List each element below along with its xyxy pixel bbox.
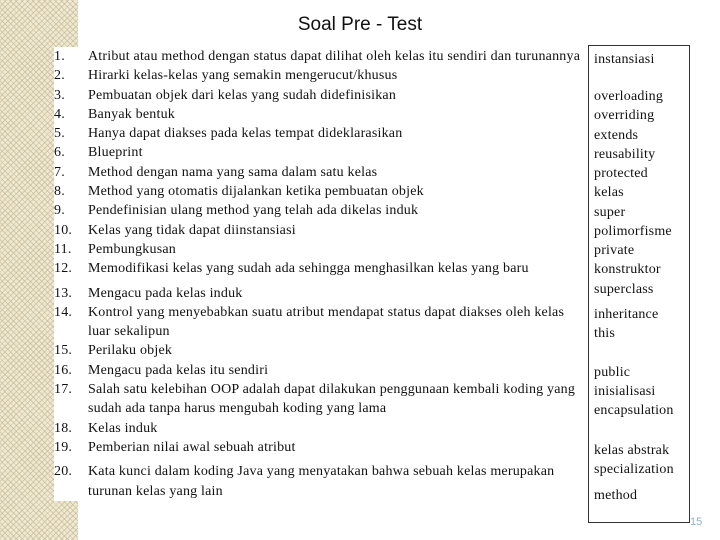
question-number: 13. [54,285,73,301]
question-text: Hirarki kelas-kelas yang semakin mengerucut/khusus [88,68,398,84]
question-item [54,419,589,438]
question-item [54,105,589,124]
answer-box [588,45,690,523]
question-item [54,221,589,240]
answer-option: polimorfisme [594,224,672,239]
question-item [54,124,589,143]
answer-option: extends [594,128,639,143]
question-item [54,163,589,182]
answer-option: overloading [594,89,664,104]
question-text: Kelas yang tidak dapat diinstansiasi [88,222,296,238]
question-number: 17. [54,382,73,398]
question-number: 20. [54,464,73,480]
question-number: 6. [54,145,65,161]
question-number: 8. [54,184,65,200]
answer-option: overriding [594,108,655,123]
question-text: Method dengan nama yang sama dalam satu kelas [88,164,378,180]
question-number: 15. [54,343,73,359]
question-item [54,240,589,259]
question-item [54,303,589,342]
question-number: 18. [54,420,73,436]
answer-option: specialization [594,462,674,477]
question-text: Kelas induk [88,420,158,436]
question-text: Hanya dapat diakses pada kelas tempat dideklarasikan [88,126,403,142]
question-text: Pembungkusan [88,241,176,257]
answer-option: superclass [594,282,654,297]
question-number: 19. [54,439,73,455]
answer-option: encapsulation [594,403,674,418]
answer-option: private [594,243,635,258]
question-text: Blueprint [88,145,143,161]
question-text: Method yang otomatis dijalankan ketika pembuatan objek [88,184,424,200]
question-text: Kata kunci dalam koding Java yang menyatakan bahwa sebuah kelas merupakan turunan kelas yang lain [88,464,555,499]
question-item [54,284,589,303]
question-number: 11. [54,241,72,257]
question-item [54,66,589,85]
page-number: 15 [690,516,703,528]
answer-option: kelas [594,185,624,200]
question-item [54,201,589,220]
answer-option: super [594,205,626,220]
question-item [54,462,589,501]
answer-option: inheritance [594,307,659,322]
question-number: 12. [54,261,73,277]
question-text: Kontrol yang menyebabkan suatu atribut mendapat status dapat diakses oleh kelas luar sekalipun [88,304,565,340]
answer-option: protected [594,166,648,181]
question-text: Pembuatan objek dari kelas yang sudah didefinisikan [88,87,397,103]
question-number: 14. [54,304,73,320]
question-text: Mengacu pada kelas itu sendiri [88,362,269,378]
question-item [54,143,589,162]
answer-option: konstruktor [594,262,661,277]
question-number: 1. [54,49,65,64]
question-item [54,361,589,380]
question-text: Salah satu kelebihan OOP adalah dapat dilakukan penggunaan kembali koding yang sudah ada tanpa harus mengubah koding yang lama [88,382,576,417]
question-number: 7. [54,164,65,180]
question-text: Banyak bentuk [88,106,175,122]
question-item [54,341,589,360]
question-number: 16. [54,362,73,378]
answer-option: this [594,326,616,341]
question-item [54,380,589,419]
question-text: Perilaku objek [88,343,173,359]
question-item [54,86,589,105]
question-item [54,182,589,201]
answer-option: method [594,488,638,503]
question-number: 5. [54,126,65,142]
question-text: Memodifikasi kelas yang sudah ada sehingga menghasilkan kelas yang baru [88,261,529,277]
answer-option: inisialisasi [594,384,656,399]
answer-option: reusability [594,147,656,162]
answer-option: public [594,365,631,380]
question-number: 4. [54,106,65,122]
question-list [54,47,589,501]
question-number: 2. [54,68,65,84]
answer-option: instansiasi [594,52,655,67]
page-title: Soal Pre - Test [297,14,423,35]
question-item [54,438,589,457]
question-number: 9. [54,203,65,219]
question-text: Pendefinisian ulang method yang telah ada dikelas induk [88,203,419,219]
question-number: 3. [54,87,65,103]
question-number: 10. [54,222,73,238]
question-item [54,47,589,66]
answer-option: kelas abstrak [594,443,670,458]
question-text: Pemberian nilai awal sebuah atribut [88,439,296,455]
question-text: Mengacu pada kelas induk [88,285,243,301]
question-text: Atribut atau method dengan status dapat dilihat oleh kelas itu sendiri dan turunannya [88,49,581,64]
question-item [54,259,589,278]
